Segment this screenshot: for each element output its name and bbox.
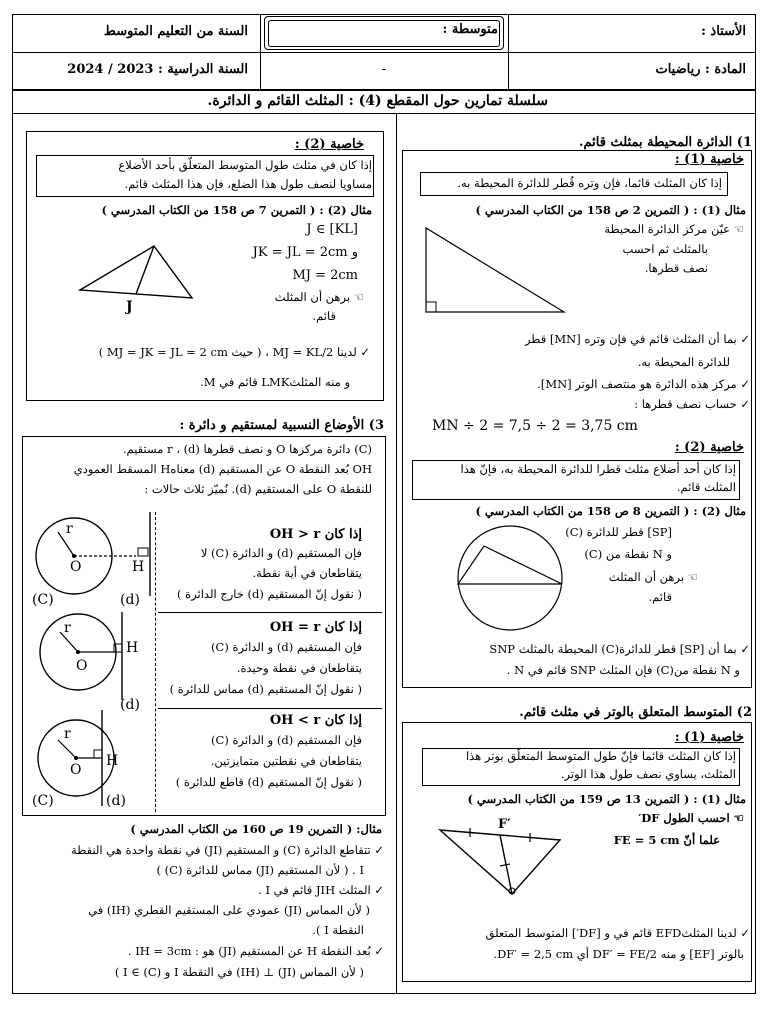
case1-label-o: O [70, 559, 82, 575]
example1-title: مثال (1) : ( التمرين 2 ص 158 من الكتاب المدرسي ) [475, 203, 746, 217]
example3-q2: علما أنّ FE = 5 cm [613, 833, 720, 847]
circle-triangle-figure [452, 520, 568, 636]
left-example-l7: ( لأن المماس (JI) ⊥ (IH) في النقطة I و I ∈ (C) ) [114, 965, 364, 979]
left-example2-l4: ☜ برهن أن المثلث [274, 290, 364, 304]
example2-q3: ☜ برهن أن المثلث [608, 570, 698, 584]
left-property2-text1: إذا كان في مثلث طول المتوسط المتعلّق بأحد الأضلاع [118, 158, 372, 172]
case2-label-d: (d) [120, 697, 140, 713]
case1-label-c: (C) [32, 592, 54, 608]
property1-title: خاصية (1) : [674, 152, 744, 167]
section3-intro1: (C) دائرة مركزها O و نصف قطرها r ، (d) مستقيم. [122, 442, 372, 456]
left-example-l5: النقطة I ). [312, 923, 364, 937]
subject-label: المادة : رياضيات [655, 62, 746, 77]
property3-title: خاصية (1) : [674, 730, 744, 745]
example1-a4: ✓ حساب نصف قطرها : [634, 397, 750, 411]
left-triangle-figure [78, 240, 198, 310]
left-example2-l5: قائم. [312, 309, 336, 323]
left-example-l1: ✓ تتقاطع الدائرة (C) و المستقيم (JI) في نقطة واحدة هي النقطة [71, 843, 384, 857]
example1-q2: بالمثلث ثم احسب [622, 242, 708, 256]
case1-text3: ( نقول إنّ المستقيم (d) خارج الدائرة ) [177, 587, 362, 601]
left-label-j: J [126, 299, 133, 315]
section3-title: 3) الأوضاع النسبية لمستقيم و دائرة : [179, 418, 384, 433]
left-example2-title: مثال (2) : ( التمرين 7 ص 158 من الكتاب المدرسي ) [101, 203, 372, 217]
property3-text1: إذا كان المثلث قائما فإنّ طول المتوسط المتعلّق بوتر هذا [465, 749, 736, 763]
example1-calc: MN ÷ 2 = 7,5 ÷ 2 = 3,75 cm [432, 418, 638, 434]
section1-title: 1) الدائرة المحيطة بمثلث قائم. [578, 135, 752, 150]
series-title: سلسلة تمارين حول المقطع (4) : المثلث القائم و الدائرة. [207, 93, 548, 109]
year-label: السنة الدراسية : 2023 / 2024 [67, 62, 248, 77]
case3-condition: إذا كان OH < r [269, 713, 362, 728]
section2-title: 2) المتوسط المتعلق بالوتر في مثلث قائم. [519, 705, 752, 720]
property2-text1: إذا كان أحد أضلاع مثلث قطرا للدائرة المحيطة به، فإنّ هذا [460, 462, 736, 476]
case2-text3: ( نقول إنّ المستقيم (d) مماس للدائرة ) [169, 682, 362, 696]
left-example2-a1: ✓ لدينا MJ = KL/2 ، ( حيث MJ = JK = JL = 2 cm ) [98, 345, 370, 359]
case2-label-h: H [126, 640, 139, 656]
example1-q3: نصف قطرها. [644, 261, 708, 275]
section3-intro3: للنقطة O على المستقيم (d). نُميّز ثلاث حالات : [144, 482, 372, 496]
case3-text1: فإن المستقيم (d) و الدائرة (C) [211, 733, 362, 747]
example2-q1: [SP] قطر للدائرة (C) [565, 525, 672, 539]
property2-title: خاصية (2) : [674, 440, 744, 455]
property1-text: إذا كان المثلث قائما، فإن وتره قُطر للدائرة المحيطة به. [457, 176, 722, 190]
header-divider-col1 [260, 14, 261, 90]
case3-label-r: r [64, 726, 71, 742]
left-example2-a2: و منه المثلثLMK قائم في M. [200, 375, 350, 389]
example2-title: مثال (2) : ( التمرين 8 ص 158 من الكتاب المدرسي ) [475, 504, 746, 518]
header-dash: - [381, 62, 386, 77]
case1-text1: فإن المستقيم (d) و الدائرة (C) لا [200, 546, 362, 560]
section3-intro2: OH بُعد النقطة O عن المستقيم (d) معناهH المسقط العمودي [73, 462, 372, 476]
header-divider-row [12, 52, 756, 53]
left-example-l4: ( لأن المماس (JI) عمودي على المستقيم القطري (IH) في [88, 903, 370, 917]
case1-text2: يتقاطعان في أية نقطة. [252, 566, 362, 580]
case3-label-h: H [106, 753, 119, 769]
left-example-l2: I . ( لأن المستقيم (JI) مماس للدائرة (C) ) [156, 863, 364, 877]
case1-label-d: (d) [120, 592, 140, 608]
case2-label-o: O [76, 658, 88, 674]
case1-label-r: r [66, 521, 73, 537]
example2-a1: ✓ بما أن [SP] قطر للدائرة(C) المحيطة بالمثلث SNP [489, 642, 750, 656]
example3-a2: بالوتر [EF] و منه DF′ = FE/2 أي DF′ = 2,5 cm. [493, 947, 744, 961]
example2-a2: و N نقطة من(C) فإن المثلث SNP قائم في N . [506, 663, 740, 677]
level-label: السنة من التعليم المتوسط [103, 24, 248, 39]
example2-q4: قائم. [648, 590, 672, 604]
example1-q1: ☜ عيّن مركز الدائرة المحيطة [604, 222, 744, 236]
case3-label-c: (C) [32, 793, 54, 809]
left-property2-title: خاصية (2) : [294, 137, 364, 152]
case3-text3: ( نقول إنّ المستقيم (d) قاطع للدائرة ) [175, 775, 362, 789]
left-example-title: مثال: ( التمرين 19 ص 160 من الكتاب المدرسي ) [130, 822, 382, 836]
example2-q2: و N نقطة من (C) [584, 547, 672, 561]
example3-a1: ✓ لدينا المثلثEFD قائم في و [DF′] المتوسط المتعلق [485, 926, 750, 940]
property2-text2: المثلث قائم. [676, 480, 736, 494]
case3-text2: يتقاطعان في نقطتين متمايزتين. [210, 754, 362, 768]
case3-label-d: (d) [106, 793, 126, 809]
case1-label-h: H [132, 559, 145, 575]
header-divider-col2 [508, 14, 509, 90]
teacher-label: الأستاذ : [701, 24, 746, 39]
example1-a2: للدائرة المحيطة به. [637, 355, 730, 369]
left-example2-l3: MJ = 2cm [292, 268, 358, 283]
property3-text2: المثلث، يساوي نصف طول هذا الوتر. [560, 767, 736, 781]
left-example-l3: ✓ المثلث JIH قائم في I . [258, 883, 384, 897]
example1-a3: ✓ مركز هذه الدائرة هو منتصف الوتر [MN]. [537, 377, 750, 391]
column-divider [396, 114, 397, 994]
school-label: متوسطة : [442, 22, 498, 37]
case-divider-2 [158, 708, 382, 709]
case2-text1: فإن المستقيم (d) و الدائرة (C) [211, 640, 362, 654]
example3-label-f: F′ [498, 817, 511, 832]
example1-a1: ✓ بما أن المثلث قائم في فإن وتره [MN] قطر [524, 332, 750, 346]
right-triangle-figure [420, 222, 570, 318]
case1-condition: إذا كان OH > r [269, 527, 362, 542]
left-property2-text2: مساويا لنصف طول هذا الضلع، فإن هذا المثلث قائم. [124, 177, 372, 191]
case-divider-1 [158, 612, 382, 613]
case2-condition: إذا كان OH = r [269, 620, 362, 635]
left-example2-l1: J ∈ [KL] [306, 222, 358, 237]
left-example-l6: ✓ بُعد النقطة H عن المستقيم (JI) هو : IH = 3cm . [127, 944, 384, 958]
case3-label-o: O [70, 762, 82, 778]
left-example2-l2: و JK = JL = 2cm [252, 245, 358, 260]
case2-text2: يتقاطعان في نقطة وحيدة. [236, 661, 362, 675]
example3-q1: ☜ احسب الطول DF′ [638, 811, 744, 825]
example3-title: مثال (1) : ( التمرين 13 ص 159 من الكتاب المدرسي ) [467, 792, 746, 806]
case2-label-r: r [64, 620, 71, 636]
